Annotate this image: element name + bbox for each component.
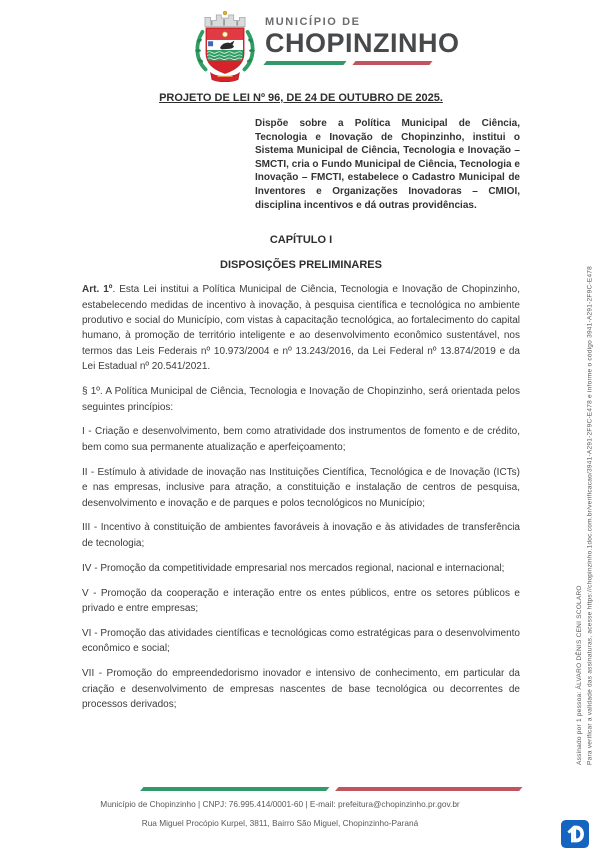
footer-contact-line: Município de Chopinzinho | CNPJ: 76.995.414/0001-60 | E-mail: prefeitura@chopinzinho.pr.gov.br — [100, 799, 460, 809]
principle-item-3: III - Incentivo à constituição de ambientes favoráveis à inovação e às atividades de transferência de tecnologia; — [82, 522, 520, 549]
footer-address-line: Rua Miguel Procópio Kurpel, 3811, Bairro São Miguel, Chopinzinho-Paraná — [141, 818, 419, 828]
document-body — [82, 88, 520, 722]
digital-signature-strip — [575, 200, 596, 765]
law-summary: Dispõe sobre a Política Municipal de Ciência, Tecnologia e Inovação de Chopinzinho, institui o Sistema Municipal de Ciência, Tecnologia e Inovação – SMCTI, cria o Fundo Municipal de Ciência, Tecnologia e Inovação – FMCTI, estabelece o Cadastro Municipal de Inventores e Organizações Inovadoras – CMIOI, disciplina incentivos e dá outras providências. — [255, 118, 520, 211]
principle-item-6: VI - Promoção das atividades científicas e tecnológicas como estratégicas para o desenvolvimento econômico e social; — [82, 627, 520, 655]
footer-bar-red — [336, 787, 523, 791]
principle-item-2: II - Estímulo à atividade de inovação nas Instituições Científica, Tecnológica e de Inovação (ICTs) e nas empresas, inclusive para atração, a constituição e instalação de centros de pesquisa, desenvolvimento e inovação e de parques e polos tecnológicos no Município; — [82, 466, 520, 509]
brand-bar-green — [263, 61, 346, 65]
article-1-text: . Esta Lei institui a Política Municipal de Ciência, Tecnologia e Inovação de Chopinzinho, estabelecendo medidas de incentivo à inovação, à pesquisa científica e tecnológica no ambiente produtivo e social do Município, com vistas à capacitação tecnológica, ao fortalecimento do capital humano, à promoção de território inteligente e ao desenvolvimento econômico sustentável, nos termos das Leis Federais nº 10.973/2004 e nº 13.243/2016, da Lei Federal nº 13.874/2019 e da Lei Estadual nº 20.541/2021. — [82, 284, 520, 373]
brand-bars — [265, 61, 460, 65]
coat-of-arms-icon — [193, 8, 257, 82]
principle-item-4: IV - Promoção da competitividade empresarial nos mercados regional, nacional e internacional; — [82, 562, 505, 574]
1doc-logo-icon — [561, 820, 589, 848]
chapter-heading: CAPÍTULO I — [269, 234, 333, 247]
signature-signer-line: Assinado por 1 pessoa: ÁLVARO DÊNIS CENI SCOLARO — [576, 585, 583, 765]
principle-item-7: VII - Promoção do empreendedorismo inovador e intensivo de conhecimento, em particular da criação e desenvolvimento de empresas nascentes de base tecnológica ou decorrentes de processos derivados; — [82, 668, 520, 711]
principle-item-5: V - Promoção da cooperação e interação entre os entes públicos, entre os setores públicos e privado e entre empresas; — [82, 587, 520, 615]
signature-verification-line: Para verificar a validade das assinaturas, acesse https://chopinzinho.1doc.com.br/verificacao/3941-A291-2F9C-E478 e informe o código 3941-A291-2F9C-E478 — [586, 265, 594, 765]
article-1-paragraph — [82, 282, 520, 374]
municipality-letterhead — [193, 8, 460, 82]
chapter-subheading: DISPOSIÇÕES PRELIMINARES — [220, 259, 382, 272]
org-name-small: MUNICÍPIO DE — [265, 16, 361, 28]
article-1-label: Art. 1º — [82, 284, 113, 296]
paragraph-1: § 1º. A Política Municipal de Ciência, Tecnologia e Inovação de Chopinzinho, será orientada pelos seguintes princípios: — [82, 386, 520, 413]
municipality-wordmark — [265, 8, 460, 65]
brand-bar-red — [352, 61, 432, 65]
org-name-large: CHOPINZINHO — [265, 28, 460, 58]
law-title: PROJETO DE LEI Nº 96, DE 24 DE OUTUBRO DE 2025. — [159, 92, 443, 104]
footer-bar-green — [141, 787, 330, 791]
principle-item-1: I - Criação e desenvolvimento, bem como atratividade dos instrumentos de fomento e de crédito, bem como sua permanente atualização e aperfeiçoamento; — [82, 426, 520, 453]
